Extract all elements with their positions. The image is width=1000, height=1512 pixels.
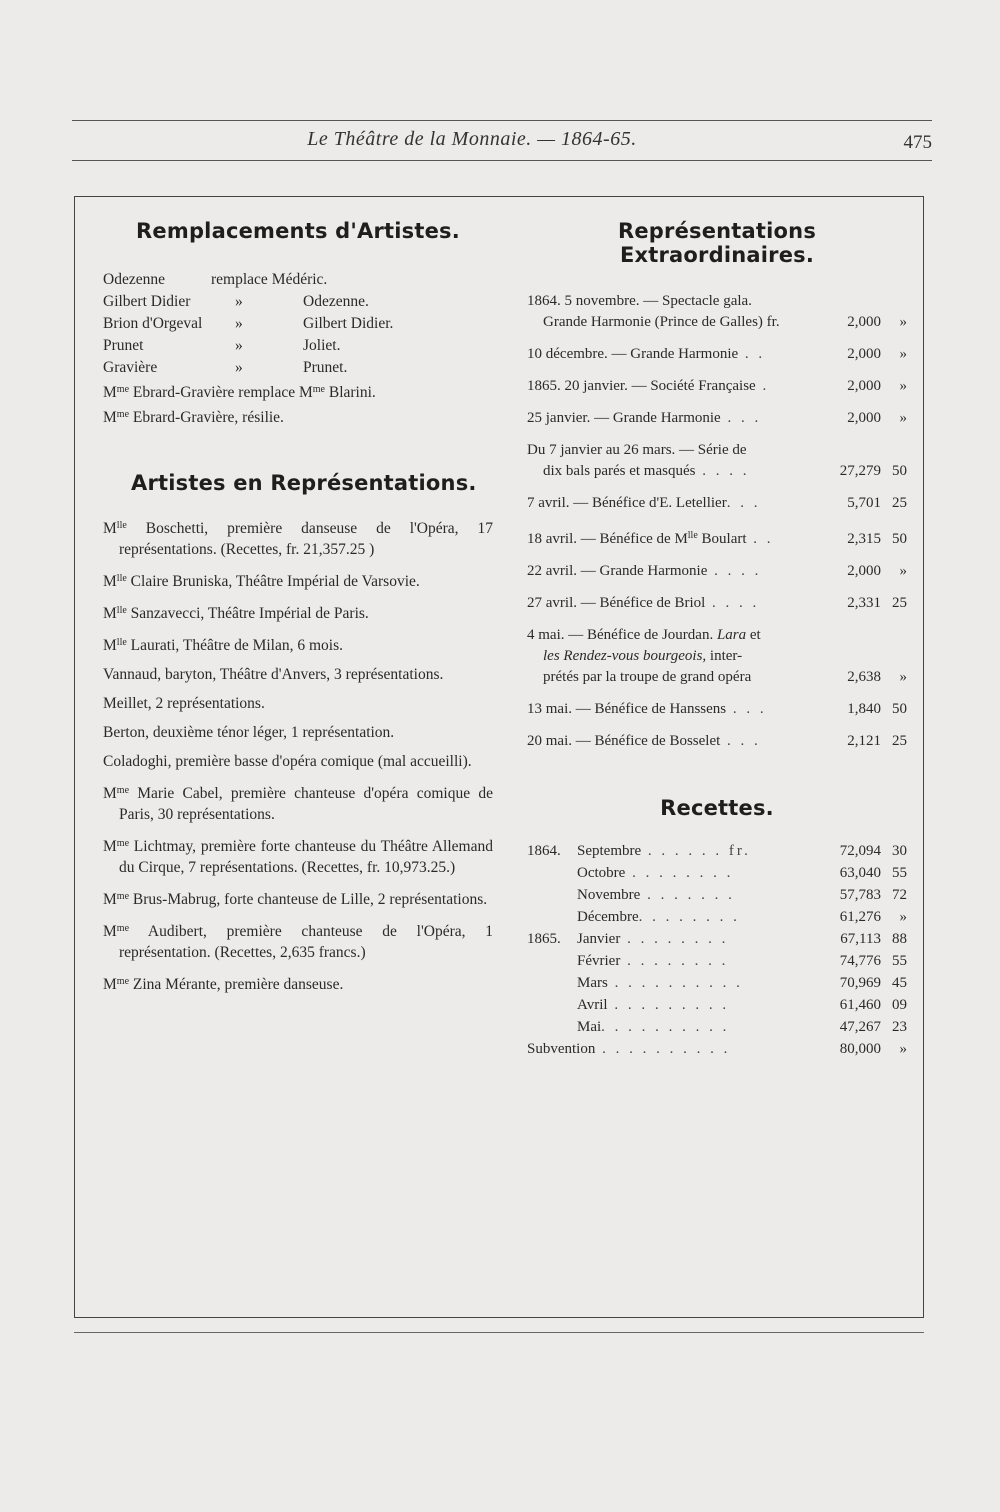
entry-text: 22 avril. — Grande Harmonie <box>527 563 708 579</box>
leader-dots: . . . <box>720 733 761 749</box>
title-superscript: me <box>116 785 130 796</box>
amount-cents: 88 <box>892 931 907 947</box>
ditto-mark: » <box>235 359 243 376</box>
title-text: M <box>103 838 117 855</box>
list-item <box>103 335 493 357</box>
leader-dots: . . . . . . . . . . <box>595 1041 731 1057</box>
entry-text: Meillet, 2 représentations. <box>103 695 265 712</box>
entry-text: Claire Bruniska, Théâtre Impérial de Varsovie. <box>126 573 420 590</box>
list-item <box>103 886 493 910</box>
ditto-mark: » <box>235 315 243 332</box>
table-row <box>527 862 907 884</box>
list-item <box>103 379 493 404</box>
entry-text: Boulart <box>697 531 747 547</box>
title-text: M <box>103 573 117 590</box>
leader-dots: . . . . . . . . . . <box>607 975 743 991</box>
title-text: M <box>103 923 117 940</box>
list-item <box>103 291 493 313</box>
amount-cents: » <box>899 346 907 362</box>
amount-cents: » <box>899 378 907 394</box>
table-row <box>527 906 907 928</box>
list-item <box>103 833 493 878</box>
title-superscript: lle <box>687 530 698 541</box>
amount: 2,121 <box>847 733 881 749</box>
amount: 57,783 <box>839 887 881 903</box>
amount: 2,000 <box>847 346 881 362</box>
list-item <box>527 493 907 514</box>
entry-text: Zina Mérante, première danseuse. <box>129 976 344 993</box>
entry-text: Lichtmay, première forte chanteuse du Théâtre Allemand du Cirque, 7 représentations. (Recettes, fr. 10,973.25.) <box>119 838 493 876</box>
year-label: 1865. <box>527 931 561 947</box>
list-item <box>527 440 907 482</box>
list-item <box>527 344 907 365</box>
list-item <box>103 600 493 624</box>
amount-cents: 50 <box>892 701 907 717</box>
month-label: Avril <box>577 997 608 1013</box>
entry-text: Blarini. <box>324 384 376 401</box>
ditto-mark: » <box>235 337 243 354</box>
amount-cents: 72 <box>892 887 907 903</box>
entry-text: 10 décembre. — Grande Harmonie <box>527 346 739 362</box>
replaces-word: remplace <box>211 271 268 288</box>
amount: 5,701 <box>847 495 881 511</box>
amount-cents: » <box>899 909 907 925</box>
month-label: Mai <box>577 1019 602 1035</box>
remplacements-heading: Remplacements d'Artistes. <box>136 219 460 243</box>
table-row <box>527 994 907 1016</box>
leader-dots: . . . . . . . . <box>620 931 729 947</box>
table-row <box>527 1016 907 1038</box>
list-item <box>527 561 907 582</box>
leader-dots: . . . . . . . . <box>638 909 740 925</box>
title-superscript: lle <box>116 605 127 616</box>
list-item <box>527 699 907 720</box>
entry-text: 1865. 20 janvier. — Société Française <box>527 378 756 394</box>
entry-text: Berton, deuxième ténor léger, 1 représentation. <box>103 724 395 741</box>
table-row <box>527 1038 907 1060</box>
entry-text: Sanzavecci, Théâtre Impérial de Paris. <box>126 605 369 622</box>
amount-cents: 25 <box>892 495 907 511</box>
amount-cents: 55 <box>892 865 907 881</box>
amount: 1,840 <box>847 701 881 717</box>
amount-cents: 30 <box>892 843 907 859</box>
top-rule <box>72 120 932 121</box>
running-title: Le Théâtre de la Monnaie. — 1864-65. <box>307 128 637 150</box>
list-item <box>103 515 493 560</box>
amount-cents: 25 <box>892 595 907 611</box>
entry-text: prétés par la troupe de grand opéra <box>543 669 752 685</box>
amount: 72,094 <box>839 843 881 859</box>
leader-dots: . . <box>738 346 766 362</box>
amount-cents: » <box>899 669 907 685</box>
table-row <box>527 840 907 862</box>
title-superscript: me <box>116 976 130 987</box>
title-superscript: me <box>116 838 130 849</box>
leader-dots: . . . <box>726 701 767 717</box>
title-text: M <box>103 409 117 426</box>
title-text: M <box>103 605 117 622</box>
amount-cents: 45 <box>892 975 907 991</box>
subvention-label: Subvention <box>527 1041 596 1057</box>
list-item <box>527 525 907 550</box>
entry-text: dix bals parés et masqués <box>543 463 696 479</box>
amount: 2,000 <box>847 563 881 579</box>
list-item <box>103 404 493 429</box>
amount: 63,040 <box>839 865 881 881</box>
amount: 61,276 <box>839 909 881 925</box>
list-item <box>527 625 907 688</box>
recettes-heading: Recettes. <box>660 796 774 820</box>
leader-dots: . . . . <box>705 595 760 611</box>
entry-text: Boschetti, première danseuse de l'Opéra, 17 représentations. (Recettes, fr. 21,357.25 ) <box>119 520 493 558</box>
artistes-list <box>103 515 493 995</box>
list-item <box>103 751 493 772</box>
leader-dots: . <box>755 378 770 394</box>
amount: 2,000 <box>847 314 881 330</box>
month-label: Octobre <box>577 865 626 881</box>
amount-cents: 50 <box>892 531 907 547</box>
entry-text: Laurati, Théâtre de Milan, 6 mois. <box>126 637 344 654</box>
bottom-rule <box>74 1332 924 1333</box>
amount: 2,315 <box>847 531 881 547</box>
leader-dots: . . . . . . . . <box>625 865 734 881</box>
title-superscript: me <box>116 384 130 395</box>
remplacements-list <box>103 269 493 429</box>
table-row <box>527 972 907 994</box>
list-item <box>103 918 493 963</box>
title-superscript: me <box>116 891 130 902</box>
month-label: Novembre <box>577 887 641 903</box>
list-item <box>103 313 493 335</box>
entry-text: Audibert, première chanteuse de l'Opéra, 1 représentation. (Recettes, 2,635 francs.) <box>119 923 493 961</box>
amount: 74,776 <box>839 953 881 969</box>
entry-text: et <box>746 627 761 643</box>
amount-cents: » <box>899 314 907 330</box>
entry-text: 20 mai. — Bénéfice de Bosselet <box>527 733 721 749</box>
recettes-table <box>527 840 907 1060</box>
amount-cents: » <box>899 410 907 426</box>
leader-dots: . . <box>746 531 774 547</box>
title-text: M <box>103 891 117 908</box>
artist-name: Brion d'Orgeval <box>103 315 203 332</box>
year-label: 1864. <box>527 843 561 859</box>
amount-cents: » <box>899 1041 907 1057</box>
amount-cents: 23 <box>892 1019 907 1035</box>
list-item <box>527 376 907 397</box>
amount-cents: 50 <box>892 463 907 479</box>
title-superscript: lle <box>116 573 127 584</box>
amount-cents: 55 <box>892 953 907 969</box>
list-item <box>103 693 493 714</box>
entry-text: 25 janvier. — Grande Harmonie <box>527 410 721 426</box>
replaced-artist: Joliet. <box>303 337 341 354</box>
title-text: M <box>103 976 117 993</box>
amount: 2,000 <box>847 378 881 394</box>
amount: 2,000 <box>847 410 881 426</box>
list-item <box>527 408 907 429</box>
entry-text: Brus-Mabrug, forte chanteuse de Lille, 2 représentations. <box>129 891 488 908</box>
artist-name: Prunet <box>103 337 144 354</box>
leader-dots: . . . . . . fr. <box>641 843 751 859</box>
entry-text: 18 avril. — Bénéfice de M <box>527 531 688 547</box>
table-row <box>527 928 907 950</box>
entry-text: Vannaud, baryton, Théâtre d'Anvers, 3 représentations. <box>103 666 444 683</box>
leader-dots: . . . . . . . . . . <box>601 1019 730 1035</box>
list-item <box>527 731 907 752</box>
title-superscript: lle <box>116 520 127 531</box>
entry-text: Ebrard-Gravière remplace M <box>129 384 313 401</box>
month-label: Février <box>577 953 621 969</box>
work-title: Lara <box>716 627 747 643</box>
list-item <box>103 722 493 743</box>
artist-name: Odezenne <box>103 271 165 288</box>
entry-text: 4 mai. — Bénéfice de Jourdan. <box>527 627 717 643</box>
amount-cents: 09 <box>892 997 907 1013</box>
amount-cents: » <box>899 563 907 579</box>
replaced-artist: Odezenne. <box>303 293 369 310</box>
title-text: M <box>103 637 117 654</box>
amount: 67,113 <box>840 931 881 947</box>
amount: 80,000 <box>839 1041 881 1057</box>
extraordinaires-list <box>527 291 907 752</box>
right-column <box>527 219 907 1060</box>
amount: 2,638 <box>847 669 881 685</box>
list-item <box>527 291 907 333</box>
replaced-artist: Gilbert Didier. <box>303 315 394 332</box>
title-superscript: me <box>312 384 325 395</box>
content-frame <box>74 196 924 1318</box>
entry-text: 1864. 5 novembre. — Spectacle gala. <box>527 293 752 309</box>
amount: 70,969 <box>839 975 881 991</box>
list-item <box>103 780 493 825</box>
table-row <box>527 884 907 906</box>
leader-dots: . . . <box>726 495 761 511</box>
leader-dots: . . . <box>720 410 762 426</box>
leader-dots: . . . . . . . . . <box>607 997 730 1013</box>
leader-dots: . . . . <box>707 563 762 579</box>
left-column <box>103 219 493 1003</box>
entry-text: Du 7 janvier au 26 mars. — Série de <box>527 442 747 458</box>
entry-text: Coladoghi, première basse d'opéra comique (mal accueilli). <box>103 753 472 770</box>
list-item <box>103 971 493 995</box>
page-number: 475 <box>903 132 932 153</box>
entry-text: 13 mai. — Bénéfice de Hanssens <box>527 701 727 717</box>
header-rule <box>72 160 932 161</box>
list-item <box>103 269 493 291</box>
amount: 2,331 <box>847 595 881 611</box>
title-text: M <box>103 520 117 537</box>
entry-text: inter- <box>706 648 743 664</box>
entry-text: Ebrard-Gravière, résilie. <box>129 409 284 426</box>
work-title: les Rendez-vous bourgeois, <box>543 648 707 664</box>
replaced-artist: Prunet. <box>303 359 348 376</box>
title-text: M <box>103 785 117 802</box>
leader-dots: . . . . <box>695 463 750 479</box>
list-item <box>103 632 493 656</box>
month-label: Janvier <box>577 931 621 947</box>
title-text: M <box>103 384 117 401</box>
amount: 27,279 <box>839 463 881 479</box>
ditto-mark: » <box>235 293 243 310</box>
replaced-artist: Médéric. <box>271 271 328 288</box>
entry-text: Marie Cabel, première chanteuse d'opéra comique de Paris, 30 représentations. <box>119 785 493 823</box>
title-superscript: me <box>116 409 130 420</box>
leader-dots: . . . . . . . . <box>620 953 729 969</box>
title-superscript: me <box>116 923 130 934</box>
table-row <box>527 950 907 972</box>
entry-text: 7 avril. — Bénéfice d'E. Letellier <box>527 495 727 511</box>
month-label: Mars <box>577 975 608 991</box>
extraordinaires-heading: Représentations Extraordinaires. <box>617 219 817 267</box>
list-item <box>527 593 907 614</box>
entry-text: Grande Harmonie (Prince de Galles) fr. <box>543 314 780 330</box>
list-item <box>103 357 493 379</box>
leader-dots: . . . . . . . <box>640 887 735 903</box>
amount: 47,267 <box>839 1019 881 1035</box>
running-head <box>72 128 932 158</box>
artist-name: Gilbert Didier <box>103 293 191 310</box>
title-superscript: lle <box>116 637 127 648</box>
amount: 61,460 <box>839 997 881 1013</box>
entry-text: 27 avril. — Bénéfice de Briol <box>527 595 706 611</box>
month-label: Septembre <box>577 843 642 859</box>
list-item <box>103 664 493 685</box>
artistes-heading: Artistes en Représentations. <box>131 471 477 495</box>
list-item <box>103 568 493 592</box>
month-label: Décembre <box>577 909 639 925</box>
amount-cents: 25 <box>892 733 907 749</box>
artist-name: Gravière <box>103 359 158 376</box>
